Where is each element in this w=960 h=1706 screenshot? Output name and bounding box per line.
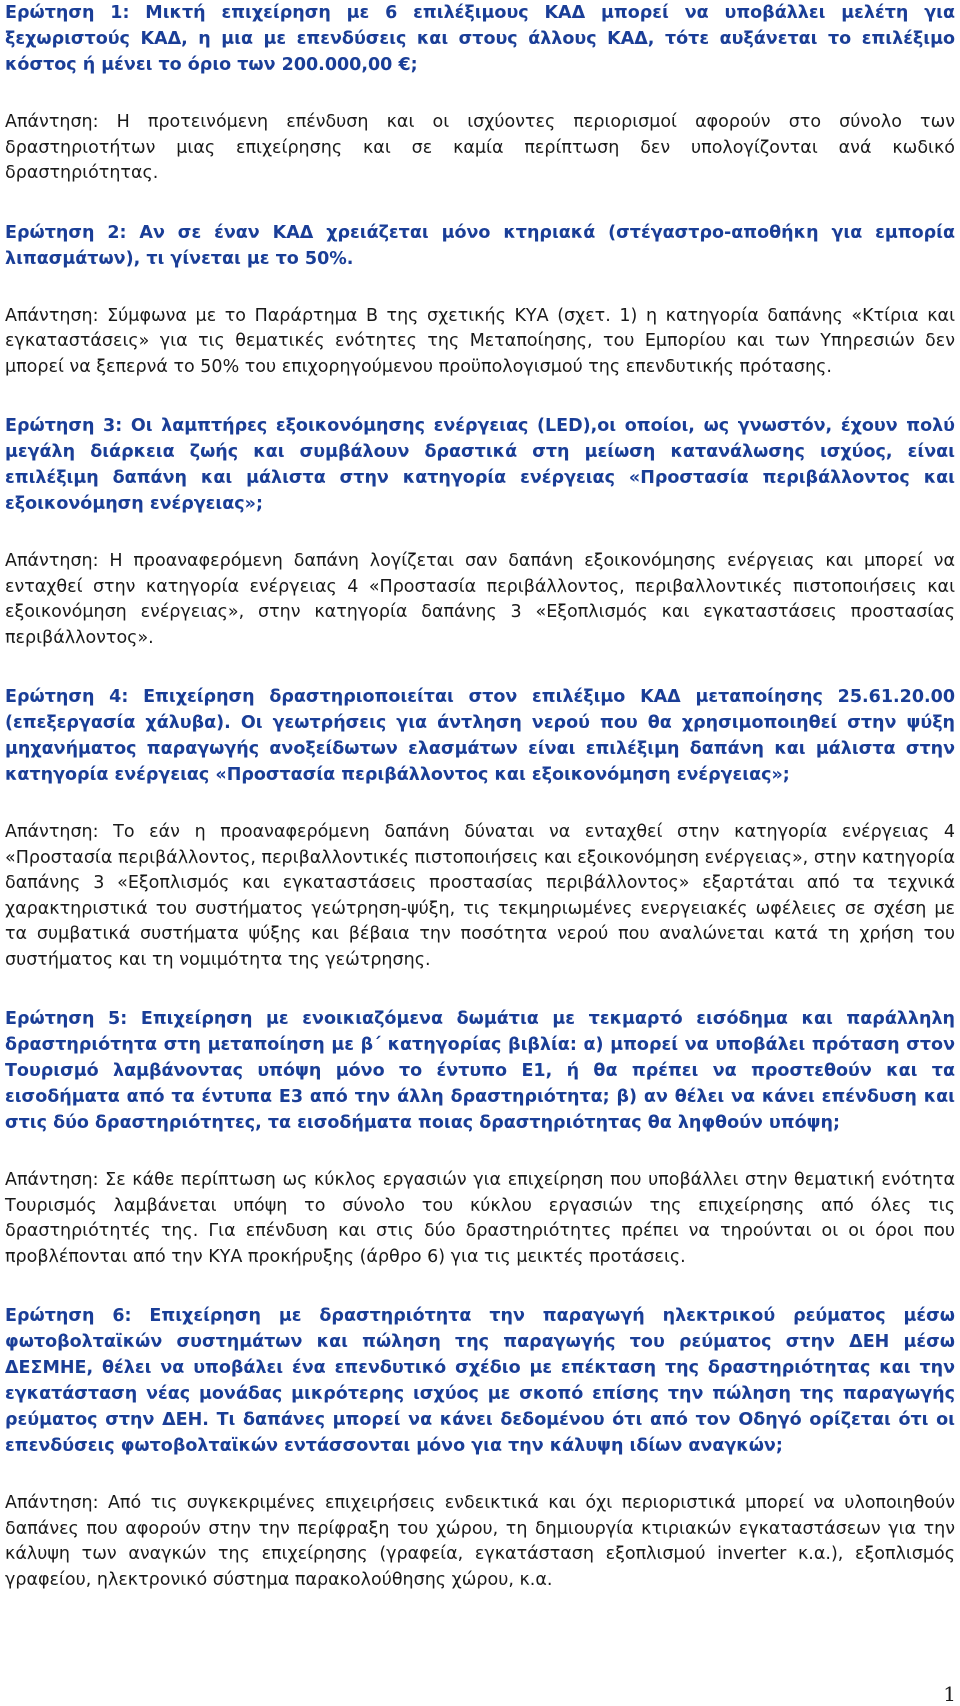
question-1: Ερώτηση 1: Μικτή επιχείρηση με 6 επιλέξιμους ΚΑΔ μπορεί να υποβάλλει μελέτη για ξεχωριστούς ΚΑΔ, η μια με επενδύσεις και στους άλλους ΚΑΔ, τότε αυξάνεται το επιλέξιμο κόστος ή μένει το όριο των 200.000,00 €; — [5, 3, 955, 75]
qa-block-2 — [5, 220, 955, 381]
document-page — [5, 0, 955, 1593]
answer-5: Απάντηση: Σε κάθε περίπτωση ως κύκλος εργασιών για επιχείρηση που υποβάλλει στην θεματική ενότητα Τουρισμός λαμβάνεται υπόψη το σύνολο του κύκλου εργασιών της επιχείρησης από όλες τις δραστηριότητές της. Για επένδυση και στις δύο δραστηριότητες πρέπει να τηρούνται οι οι όροι που προβλέπονται από την ΚΥΑ προκήρυξης (άρθρο 6) για τις μεικτές προτάσεις. — [5, 1170, 955, 1267]
answer-4: Απάντηση: Το εάν η προαναφερόμενη δαπάνη δύναται να ενταχθεί στην κατηγορία ενέργειας 4 «Προστασία περιβάλλοντος, περιβαλλοντικές πιστοποιήσεις και εξοικονόμηση ενέργειας», στην κατηγορία δαπάνης 3 «Εξοπλισμός και εγκαταστάσεις προστασίας περιβάλλοντος» εξαρτάται από τα τεχνικά χαρακτηριστικά του συστήματος γεώτρηση-ψύξη, τις τεκμηριωμένες ενεργειακές ωφέλειες σε σχέση με τα συμβατικά συστήματα ψύξης και βέβαια την ποσότητα νερού που αναλώνεται κατά τη χρήση του συστήματος και τη νομιμότητα της γεώτρησης. — [5, 822, 955, 970]
answer-3: Απάντηση: Η προαναφερόμενη δαπάνη λογίζεται σαν δαπάνη εξοικονόμησης ενέργειας και μπορεί να ενταχθεί στην κατηγορία ενέργειας 4 «Προστασία περιβάλλοντος, περιβαλλοντικές πιστοποιήσεις και εξοικονόμηση ενέργειας», στην κατηγορία δαπάνης 3 «Εξοπλισμός και εγκαταστάσεις προστασίας περιβάλλοντος». — [5, 551, 955, 648]
answer-1: Απάντηση: Η προτεινόμενη επένδυση και οι ισχύοντες περιορισμοί αφορούν στο σύνολο των δραστηριοτήτων μιας επιχείρησης και σε καμία περίπτωση δεν υπολογίζονται ανά κωδικό δραστηριότητας. — [5, 112, 955, 183]
question-4: Ερώτηση 4: Επιχείρηση δραστηριοποιείται στον επιλέξιμο ΚΑΔ μεταποίησης 25.61.20.00 (επεξεργασία χάλυβα). Οι γεωτρήσεις για άντληση νερού που θα χρησιμοποιηθεί στην ψύξη μηχανήματος παραγωγής ανοξείδωτων ελασμάτων είναι επιλέξιμη δαπάνη και μάλιστα στην κατηγορία ενέργειας «Προστασία περιβάλλοντος και εξοικονόμηση ενέργειας»; — [5, 687, 955, 785]
question-3: Ερώτηση 3: Οι λαμπτήρες εξοικονόμησης ενέργειας (LED),οι οποίοι, ως γνωστόν, έχουν πολύ μεγάλη διάρκεια ζωής και συμβάλουν δραστικά στη μείωση κατανάλωσης ισχύος, είναι επιλέξιμη δαπάνη και μάλιστα στην κατηγορία ενέργειας «Προστασία περιβάλλοντος και εξοικονόμηση ενέργειας»; — [5, 416, 955, 514]
answer-6: Απάντηση: Από τις συγκεκριμένες επιχειρήσεις ενδεικτικά και όχι περιοριστικά μπορεί να υλοποιηθούν δαπάνες που αφορούν στην την περίφραξη του χώρου, τη δημιουργία κτιριακών εγκαταστάσεων για την κάλυψη των αναγκών της επιχείρησης (γραφεία, εγκατάσταση εξοπλισμού inverter κ.α.), εξοπλισμός γραφείου, ηλεκτρονικό σύστημα παρακολούθησης χώρου, κ.α. — [5, 1493, 955, 1590]
qa-block-3 — [5, 413, 955, 651]
question-5: Ερώτηση 5: Επιχείρηση με ενοικιαζόμενα δωμάτια με τεκμαρτό εισόδημα και παράλληλη δραστηριότητα στη μεταποίηση με β΄ κατηγορίας βιβλία: α) μπορεί να υποβάλει πρόταση στον Τουρισμό λαμβάνοντας υπόψη μόνο το έντυπο Ε1, ή θα πρέπει να προστεθούν και τα εισοδήματα από τα έντυπα Ε3 από την άλλη δραστηριότητα; β) αν θέλει να κάνει επένδυση και στις δύο δραστηριότητες, τα εισοδήματα ποιας δραστηριότητας θα ληφθούν υπόψη; — [5, 1009, 955, 1133]
qa-block-5 — [5, 1006, 955, 1270]
question-6: Ερώτηση 6: Επιχείρηση με δραστηριότητα την παραγωγή ηλεκτρικού ρεύματος μέσω φωτοβολταϊκών συστημάτων και πώληση της παραγωγής του ρεύματος στην ΔΕΗ μέσω ΔΕΣΜΗΕ, θέλει να υποβάλει ένα επενδυτικό σχέδιο με επέκταση της δραστηριότητας και την εγκατάσταση νέας μονάδας μικρότερης ισχύος με σκοπό επίσης την πώληση της παραγωγής ρεύματος στην ΔΕΗ. Τι δαπάνες μπορεί να κάνει δεδομένου ότι από τον Οδηγό ορίζεται ότι οι επενδύσεις φωτοβολταϊκών εντάσσονται μόνο για την κάλυψη ιδίων αναγκών; — [5, 1306, 955, 1456]
qa-block-6 — [5, 1303, 955, 1593]
qa-block-4 — [5, 684, 955, 973]
page-number: 1 — [943, 1682, 956, 1706]
qa-block-1 — [5, 0, 955, 187]
answer-2: Απάντηση: Σύμφωνα με το Παράρτημα Β της σχετικής ΚΥΑ (σχετ. 1) η κατηγορία δαπάνης «Κτίρια και εγκαταστάσεις» για τις θεματικές ενότητες της Μεταποίησης, του Εμπορίου και των Υπηρεσιών δεν μπορεί να ξεπερνά το 50% του επιχορηγούμενου προϋπολογισμού της επενδυτικής πρότασης. — [5, 305, 955, 377]
question-2: Ερώτηση 2: Αν σε έναν ΚΑΔ χρειάζεται μόνο κτηριακά (στέγαστρο-αποθήκη για εμπορία λιπασμάτων), τι γίνεται με το 50%. — [5, 222, 955, 269]
